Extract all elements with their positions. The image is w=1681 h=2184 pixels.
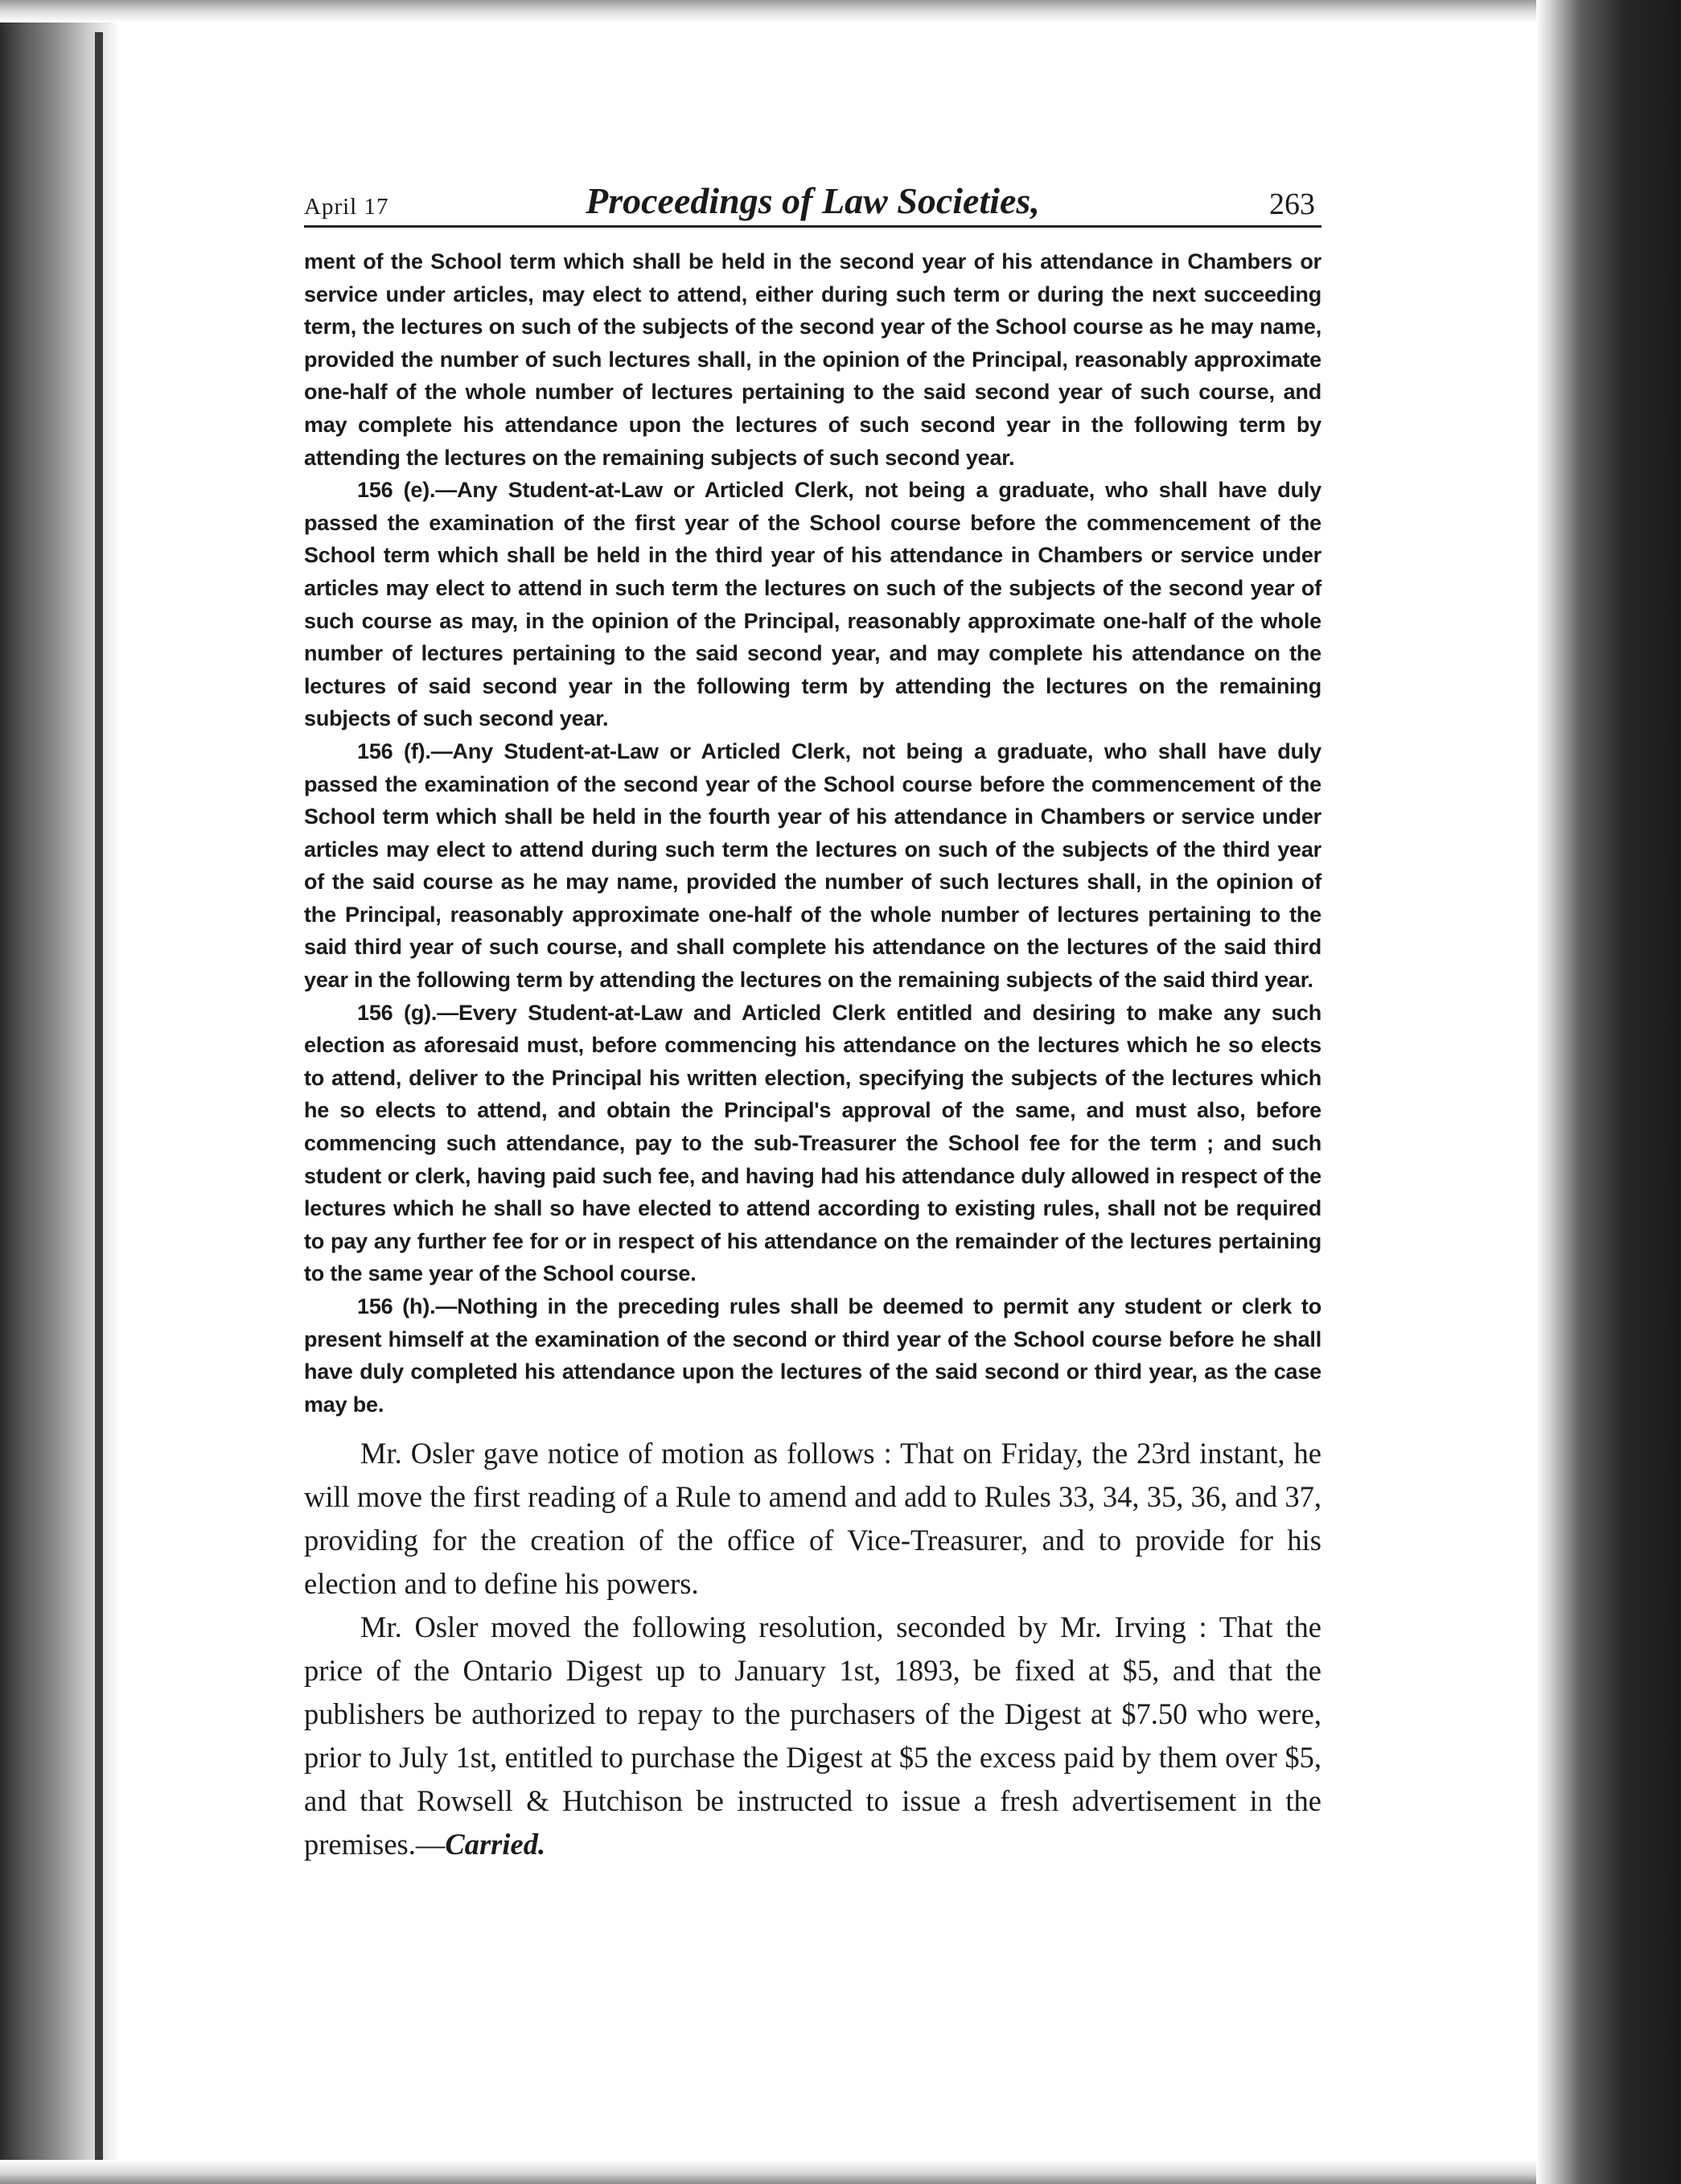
proceedings-section: [304, 1432, 1321, 1866]
page-number: 263: [1269, 187, 1315, 221]
resolution-paragraph: [304, 1606, 1321, 1866]
header-date: April 17: [304, 194, 389, 220]
scan-right-edge: [1536, 0, 1681, 2184]
rules-section: [304, 245, 1321, 1421]
document-page: [304, 169, 1321, 1866]
rule-continuation-paragraph: ment of the School term which shall be held in the second year of his attendance in Chambers or service under articles, may elect to attend, either during such term or during the next succeeding term, the lectures on such of the subjects of the second year of the School course as he may name, provided the number of such lectures shall, in the opinion of the Principal, reasonably approximate one-half of the whole number of lectures pertaining to the said second year of such course, and may complete his attendance upon the lectures of such second year in the following term by attending the lectures on the remaining subjects of such second year.: [304, 249, 1321, 470]
running-head: [304, 169, 1321, 228]
scan-top-edge: [0, 0, 1544, 23]
rule-156g-paragraph: 156 (g).—Every Student-at-Law and Articled Clerk entitled and desiring to make any such election as aforesaid must, before commencing his attendance on the lectures which he so elects to attend, deliver to the Principal his written election, specifying the subjects of the lectures which he so elects to attend, and obtain the Principal's approval of the same, and must also, before commencing such attendance, pay to the sub-Treasurer the School fee for the term ; and such student or clerk, having paid such fee, and having had his attendance duly allowed in respect of the lectures which he shall so have elected to attend according to existing rules, shall not be required to pay any further fee for or in respect of his attendance on the remainder of the lectures pertaining to the same year of the School course.: [304, 1000, 1321, 1286]
scan-bottom-edge: [0, 2160, 1536, 2184]
resolution-text: Mr. Osler moved the following resolution, seconded by Mr. Irving : That the price of the Ontario Digest up to January 1st, 1893, be fixed at $5, and that the publishers be authorized to repay to the purchasers of the Digest at $7.50 who were, prior to July 1st, entitled to purchase the Digest at $5 the excess paid by them over $5, and that Rowsell & Hutchison be instructed to issue a fresh advertisement in the premises.—: [304, 1610, 1321, 1861]
rule-156e-paragraph: 156 (e).—Any Student-at-Law or Articled Clerk, not being a graduate, who shall have duly passed the examination of the first year of the School course before the commencement of the School term which shall be held in the third year of his attendance in Chambers or service under articles may elect to attend in such term the lectures on such of the subjects of the second year of such course as may, in the opinion of the Principal, reasonably approximate one-half of the whole number of lectures pertaining to the said second year, and may complete his attendance on the lectures of said second year in the following term by attending the lectures on the remaining subjects of such second year.: [304, 478, 1321, 731]
rule-156h-paragraph: 156 (h).—Nothing in the preceding rules shall be deemed to permit any student or clerk to present himself at the examination of the second or third year of the School course before he shall have duly completed his attendance upon the lectures of the said second or third year, as the case may be.: [304, 1294, 1321, 1417]
header-title: Proceedings of Law Societies,: [586, 180, 1040, 221]
scan-binding-shadow: [95, 32, 103, 2172]
resolution-outcome: Carried.: [445, 1828, 546, 1861]
notice-of-motion-paragraph: Mr. Osler gave notice of motion as follows : That on Friday, the 23rd instant, he will move the first reading of a Rule to amend and add to Rules 33, 34, 35, 36, and 37, providing for the creation of the office of Vice-Treasurer, and to provide for his election and to define his powers.: [304, 1437, 1321, 1601]
rule-156f-paragraph: 156 (f).—Any Student-at-Law or Articled Clerk, not being a graduate, who shall have duly passed the examination of the second year of the School course before the commencement of the School term which shall be held in the fourth year of his attendance in Chambers or service under articles may elect to attend during such term the lectures on such of the subjects of the third year of the said course as he may name, provided the number of such lectures shall, in the opinion of the Principal, reasonably approximate one-half of the whole number of lectures pertaining to the said third year of such course, and shall complete his attendance on the lectures of the said third year in the following term by attending the lectures on the remaining subjects of the said third year.: [304, 738, 1321, 993]
